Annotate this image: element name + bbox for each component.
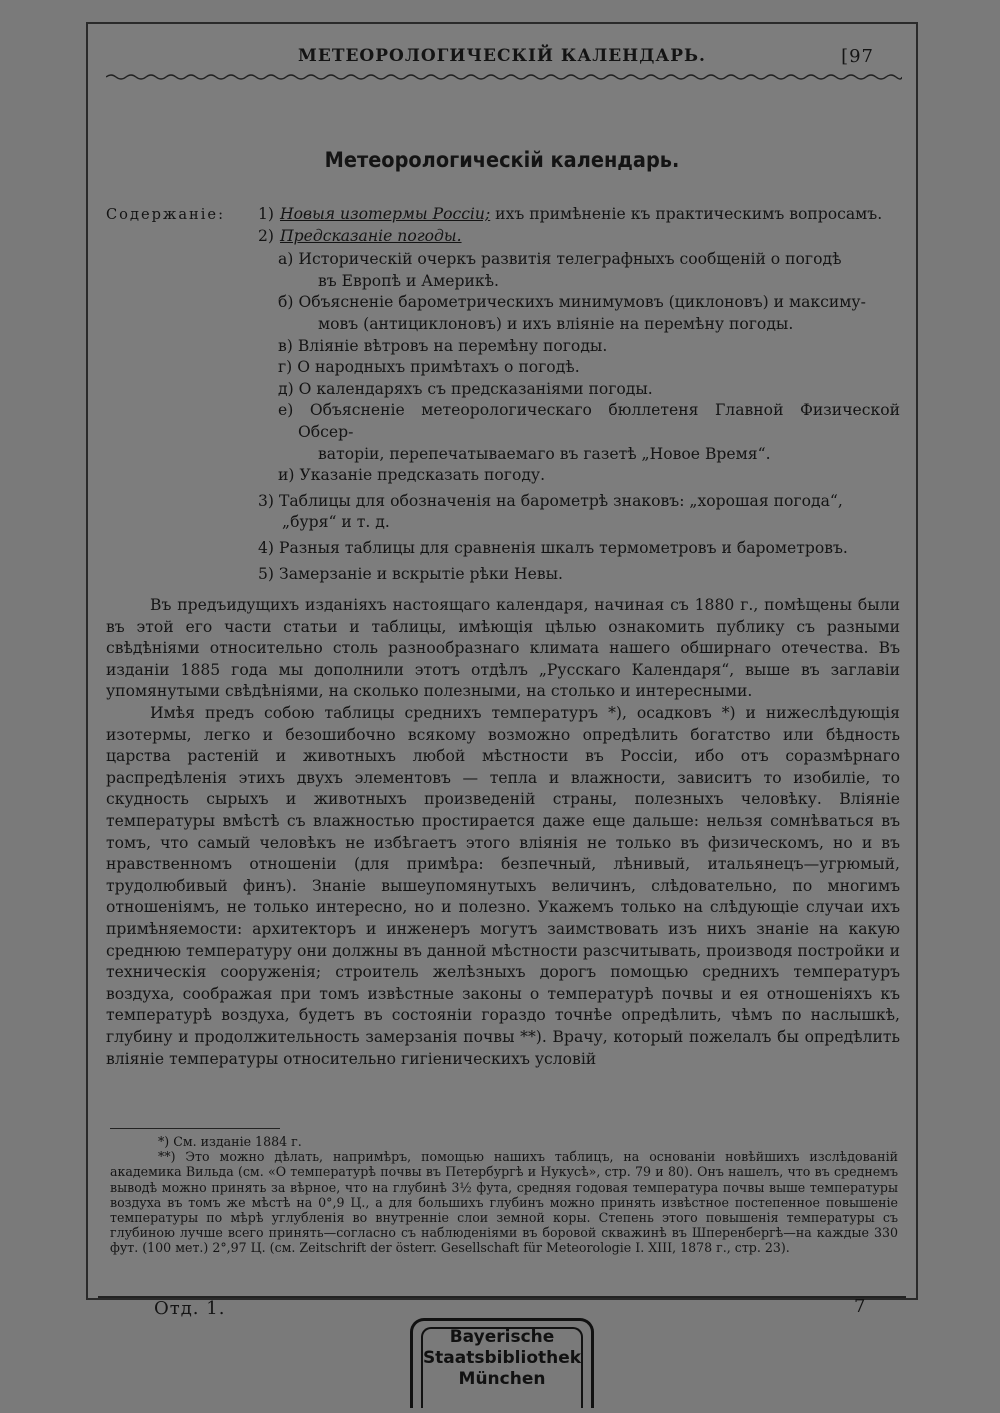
page-number: [97 (841, 46, 874, 67)
stamp-line-1: Bayerische (449, 1327, 555, 1347)
toc-subitem: г) О народныхъ примѣтахъ о погодѣ. (278, 358, 580, 377)
stamp-line-3: München (458, 1369, 546, 1389)
toc-item-1: Содержаніе: 1) Новыя изотермы Россіи; ихъ примѣненіе къ практическимъ вопросамъ. (106, 204, 900, 226)
running-title: МЕТЕОРОЛОГИЧЕСКІЙ КАЛЕНДАРЬ. (298, 46, 706, 66)
library-stamp (410, 1318, 594, 1408)
footnote-rule (110, 1128, 280, 1129)
document-page (86, 22, 918, 1300)
toc-label: Содержаніе: (106, 206, 225, 223)
article-title: Метеорологическій календарь. (324, 148, 680, 172)
header-wavy-rule (106, 72, 902, 82)
toc-subitem: а) Историческій очеркъ развитія телеграфныхъ сообщеній о погодѣ въ Европѣ и Америкѣ. (278, 250, 842, 290)
toc-subitem: е) Объясненіе метеорологическаго бюллетеня Главной Физической Обсер- ваторіи, перепечатываемаго въ газетѣ „Новое Время“. (278, 401, 900, 463)
article-body (106, 204, 900, 1070)
toc-item-2: 2) Предсказаніе погоды. (258, 226, 462, 245)
stamp-line-2: Staatsbibliothek (422, 1348, 582, 1368)
toc-section: 3) Таблицы для обозначенія на барометрѣ знаковъ: „хорошая погода“, „буря“ и т. д. (258, 491, 843, 532)
toc-section: 5) Замерзаніе и вскрытіе рѣки Невы. (258, 564, 563, 583)
body-paragraph: Въ предъидущихъ изданіяхъ настоящаго календаря, начиная съ 1880 г., помѣщены были въ этой его части статьи и таблицы, имѣющія цѣлью ознакомить публику съ разными свѣдѣніями относительно столь разнообразнаго климата нашего обширнаго отечества. Въ изданіи 1885 года мы дополнили этотъ отдѣлъ „Русскаго Календаря“, выше въ заглавіи упомянутыми свѣдѣніями, на сколько полезными, на столько и интересными. (106, 596, 900, 701)
toc-subitem: б) Объясненіе барометрическихъ минимумовъ (циклоновъ) и максиму- мовъ (антициклоновъ) и ихъ вліяніе на перемѣну погоды. (278, 293, 866, 333)
toc-subitem: д) О календаряхъ съ предсказаніями погоды. (278, 379, 653, 398)
toc-section: 4) Разныя таблицы для сравненія шкалъ термометровъ и барометровъ. (258, 538, 848, 557)
toc-subitem: и) Указаніе предсказать погоду. (278, 466, 546, 485)
toc-subitem: в) Вліяніе вѣтровъ на перемѣну погоды. (278, 336, 608, 355)
toc-item-title: Предсказаніе погоды. (280, 226, 462, 245)
sheet-number: 7 (854, 1296, 866, 1317)
body-paragraph: Имѣя предъ собою таблицы среднихъ температуръ *), осадковъ *) и нижеслѣдующія изотермы, легко и безошибочно всякому возможно опредѣлить богатство или бѣдность царства растеній и животныхъ любой мѣстности въ Россіи, ибо отъ соразмѣрнаго распредѣленія этихъ двухъ элементовъ — тепла и влажности, зависитъ то изобиліе, то скудность сырыхъ и животныхъ произведеній страны, полезныхъ человѣку. Вліяніе температуры вмѣстѣ съ влажностью простирается даже еще дальше: нельзя сомнѣваться въ томъ, что самый человѣкъ не избѣгаетъ этого вліянія не только въ физическомъ, но и въ нравственномъ отношеніи (для примѣра: безпечный, лѣнивый, итальянецъ—угрюмый, трудолюбивый финъ). Знаніе вышеупомянутыхъ величинъ, слѣдовательно, по многимъ отношеніямъ, не только интересно, но и полезно. Укажемъ только на слѣдующіе случаи ихъ примѣняемости: архитекторъ и инженеръ могутъ заимствовать изъ нихъ знаніе на какую среднюю температуру они должны въ данной мѣстности разсчитывать, производя постройки и техническія сооруженія; строитель желѣзныхъ дорогъ помощью среднихъ температуръ воздуха, соображая при томъ извѣстные законы о температурѣ почвы и ея отношеніяхъ къ температурѣ воздуха, будетъ въ состояніи гораздо точнѣе опредѣлить, чѣмъ по наслышкѣ, глубину и продолжительность замерзанія почвы **). Врачу, который пожелалъ бы опредѣлить вліяніе температуры относительно гигіеническихъ условій (106, 704, 900, 1068)
section-signature: Отд. 1. (154, 1298, 226, 1319)
footnotes (110, 1134, 898, 1256)
toc-item-title: Новыя изотермы Россіи; (280, 205, 491, 223)
footnote-1: *) См. изданіе 1884 г. (158, 1134, 302, 1149)
footnote-2: **) Это можно дѣлать, напримѣръ, помощью нашихъ таблицъ, на основаніи новѣйшихъ изслѣдованій академика Вильда (см. «О температурѣ почвы въ Петербургѣ и Нукусѣ», стр. 79 и 80). Онъ нашелъ, что въ среднемъ выводѣ можно принять за вѣрное, что на глубинѣ 3½ фута, средняя годовая температура почвы выше температуры воздуха въ томъ же мѣстѣ на 0°,9 Ц., а для большихъ глубинъ можно принять извѣстное постепенное повышеніе температуры по мѣрѣ углубленія во внутренніе слои земной коры. Степень этого повышенія температуры съ глубиною лучше всего принять—согласно съ наблюденіями въ боровой скважинѣ въ Шперенбергѣ—на каждые 330 фут. (100 мет.) 2°,97 Ц. (см. Zeitschrift der österr. Gesellschaft für Meteorologie I. XIII, 1878 г., стр. 23). (110, 1149, 898, 1256)
